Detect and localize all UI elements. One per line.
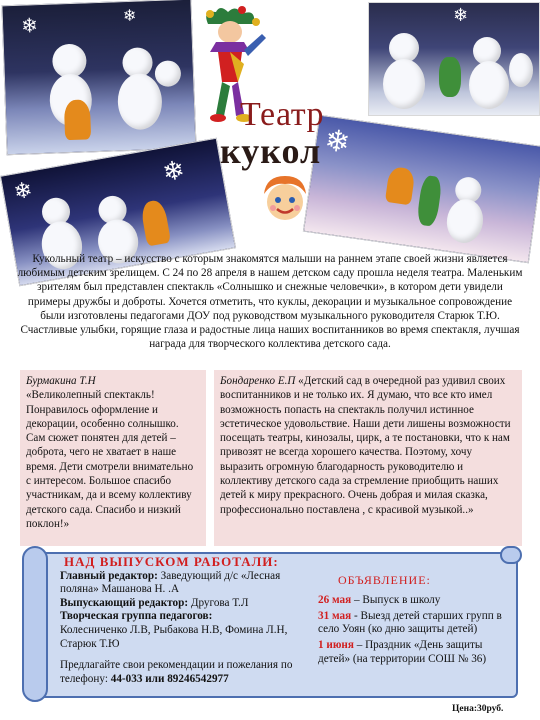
snowflake-icon: ❄ bbox=[322, 122, 353, 162]
contact-line bbox=[60, 659, 300, 686]
review-text: «Детский сад в очередной раз удивил своих воспитанников и не только их. Я думаю, что все кто имел возможность попасть на спектакль получил истинное эстетическое удовольствие. Наши дети лишены возможности посещать театры, кинозалы, цирк, а те постановки, что к нам привозят не всегда хорошего качества. Поэтому, хочу выразить огромную благодарность руководителю и коллективу детского сада за стремление приобщить наших детей к миру прекрасного. Очень добрая и милая сказка, профессионально поставлена , с красивой музыкой..» bbox=[220, 375, 511, 516]
editorial-heading: НАД ВЫПУСКОМ РАБОТАЛИ: bbox=[64, 554, 279, 569]
child-face-icon bbox=[258, 172, 312, 226]
snowflake-icon: ❄ bbox=[160, 155, 188, 189]
photo-puppet-show-stage-right bbox=[303, 115, 540, 264]
logo-title-line2: кукол bbox=[220, 131, 322, 171]
review-card bbox=[20, 370, 206, 546]
snowflake-icon: ❄ bbox=[453, 5, 469, 26]
announcement-item bbox=[318, 610, 514, 638]
announcement-text: – Праздник «День защиты детей» (на территории СОШ № 36) bbox=[318, 639, 487, 665]
snowflake-icon: ❄ bbox=[11, 177, 35, 206]
announcements-heading: ОБЪЯВЛЕНИЕ: bbox=[338, 573, 431, 587]
chief-editor-line bbox=[60, 570, 300, 597]
snowflake-icon: ❄ bbox=[20, 13, 39, 38]
issue-editor-value: Другова Т.Л bbox=[190, 596, 249, 609]
review-author: Бурмакина Т.Н bbox=[26, 375, 96, 387]
snowflake-icon: ❄ bbox=[122, 5, 137, 26]
photo-puppet-show-snowmen-left bbox=[1, 0, 196, 155]
logo-title-line1: Театр bbox=[240, 96, 324, 133]
contact-text: Предлагайте свои рекомендации и пожелания по телефону: bbox=[60, 659, 293, 685]
chief-editor-value: Заведующий д/с «Лесная поляна» Машанова Н. .А bbox=[60, 569, 281, 596]
contact-phones: 44-033 или 89246542977 bbox=[110, 672, 229, 685]
banner-scroll-curl bbox=[500, 546, 522, 564]
intro-paragraph: Кукольный театр – искусство с которым знакомятся малыши на раннем этапе своей жизни является любимым детским зрелищем. С 24 по 28 апреля в нашем детском саду прошла неделя театра. Маленьким зрителям был представлен спектакль «Солнышко и снежные человечки», в котором дети увидели примеры дружбы и доброты. Хочется отметить, что куклы, декорации и музыкальное сопровождение были изготовлены педагогами ДОУ под руководством музыкального руководителя Старюк Т.Ю. Счастливые улыбки, горящие глаза и радостные лица наших воспитанников во время спектакля, лучшая награда для творческого коллектива детского сада. bbox=[17, 253, 523, 351]
photo-puppet-show-snowmen-right bbox=[368, 2, 540, 116]
editorial-credits bbox=[60, 555, 300, 686]
creative-group-line bbox=[60, 610, 300, 651]
issue-editor-line bbox=[60, 597, 300, 611]
creative-group-label: Творческая группа педагогов: bbox=[60, 610, 213, 623]
announcements bbox=[318, 574, 514, 669]
announcement-item bbox=[318, 639, 514, 667]
price-label: Цена:30руб. bbox=[452, 704, 504, 714]
announcement-item bbox=[318, 594, 514, 608]
chief-editor-label: Главный редактор: bbox=[60, 569, 158, 582]
announcement-text: - Выезд детей старших групп в село Уоян (ко дню защиты детей) bbox=[318, 609, 502, 636]
review-card bbox=[214, 370, 522, 546]
review-author: Бондаренко Е.П bbox=[220, 375, 296, 387]
announcement-text: – Выпуск в школу bbox=[351, 593, 441, 606]
announcement-date: 1 июня bbox=[318, 639, 354, 652]
review-text: «Великолепный спектакль! Понравилось оформление и декорации, особенно солнышко. Сам сюжет понятен для детей – доброта, чего не хватает в наше время. Дети смотрели внимательно с интересом. Большое спасибо участникам, да и всему коллективу детского сада. Спасибо и низкий поклон!» bbox=[26, 389, 194, 530]
creative-group-value: Колесниченко Л.В, Рыбакова Н.В, Фомина Л.Н, Старюк Т.Ю bbox=[60, 623, 288, 650]
issue-editor-label: Выпускающий редактор: bbox=[60, 596, 189, 609]
banner-scroll-curl bbox=[22, 546, 48, 702]
announcement-date: 26 мая bbox=[318, 593, 352, 606]
announcement-date: 31 мая bbox=[318, 609, 352, 622]
